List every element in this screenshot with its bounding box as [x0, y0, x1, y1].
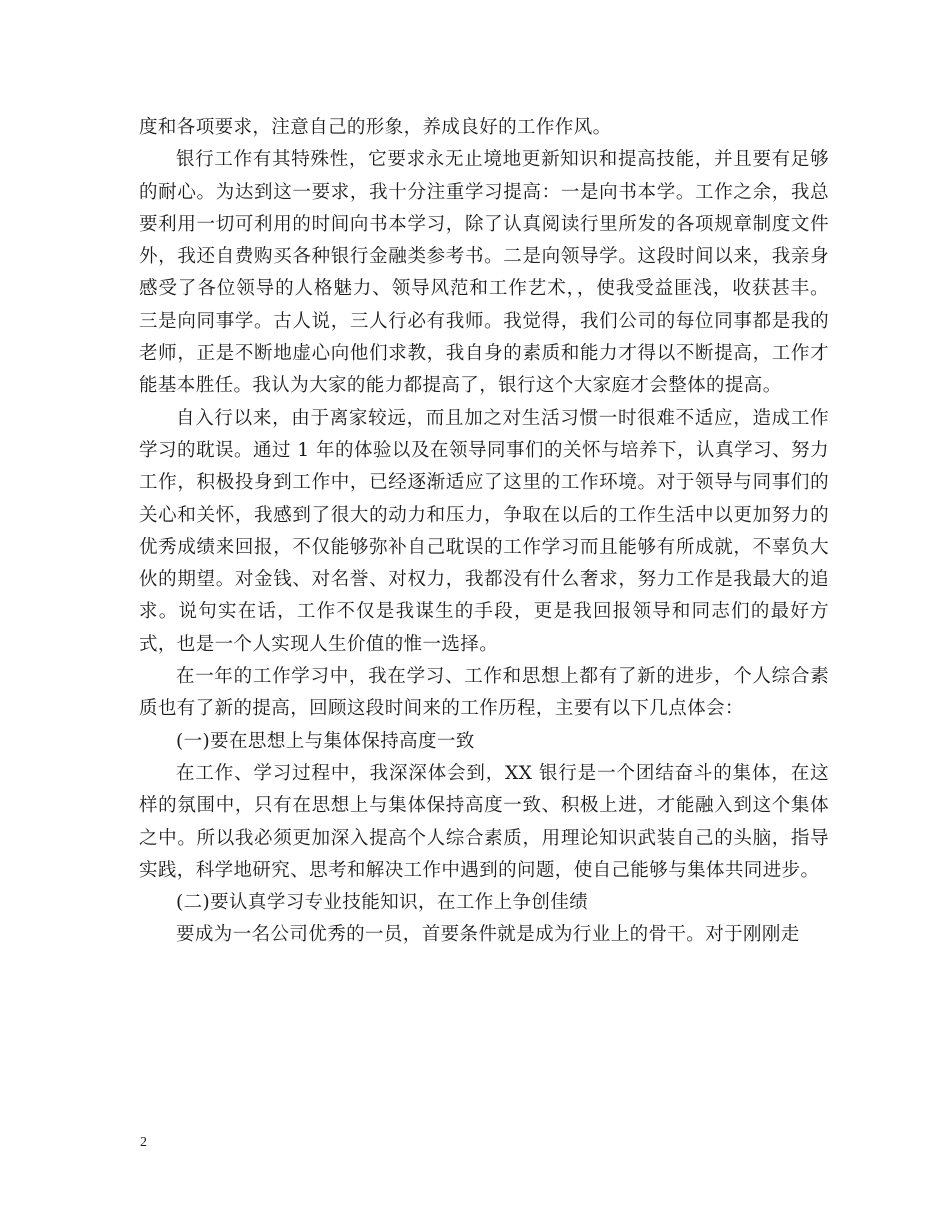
paragraph-professional-skills: 要成为一名公司优秀的一员，首要条件就是成为行业上的骨干。对于刚刚走 — [176, 924, 800, 946]
paragraph-experience-summary: 在一年的工作学习中，我在学习、工作和思想上都有了新的进步，个人综合素质也有了新的提高，回顾这段时间来的工作历程，主要有以下几点体会： — [139, 666, 829, 720]
paragraph-adaptation: 自入行以来，由于离家较远，而且加之对生活习惯一时很难不适应，造成工作学习的耽误。通过 1 年的体验以及在领导同事们的关怀与培养下，认真学习、努力工作，积极投身到工作中，已经逐渐适应了这里的工作环境。对于领导与同事们的关心和关怀，我感到了很大的动力和压力，争取在以后的工作生活中以更加努力的优秀成绩来回报，不仅能够弥补自己耽误的工作学习而且能够有所成就，不辜负大伙的期望。对金钱、对名誉、对权力，我都没有什么奢求，努力工作是我最大的追求。说句实在话，工作不仅是我谋生的手段，更是我回报领导和同志们的最好方式，也是一个人实现人生价值的惟一选择。 — [139, 407, 829, 655]
section-heading-1: (一)要在思想上与集体保持高度一致 — [176, 730, 475, 752]
body-text — [139, 112, 829, 952]
paragraph-collective: 在工作、学习过程中，我深深体会到，XX 银行是一个团结奋斗的集体，在这样的氛围中，只有在思想上与集体保持高度一致、积极上进，才能融入到这个集体之中。所以我必须更加深入提高个人综合素质，用理论知识武装自己的头脑，指导实践，科学地研究、思考和解决工作中遇到的问题，使自己能够与集体共同进步。 — [139, 762, 829, 881]
page-number: 2 — [140, 1135, 147, 1150]
section-heading-2: (二)要认真学习专业技能知识，在工作上争创佳绩 — [176, 892, 589, 914]
paragraph-continuation: 度和各项要求，注意自己的形象，养成良好的工作作风。 — [139, 117, 612, 138]
paragraph-bank-learning: 银行工作有其特殊性，它要求永无止境地更新知识和提高技能，并且要有足够的耐心。为达到这一要求，我十分注重学习提高：一是向书本学。工作之余，我总要利用一切可利用的时间向书本学习，除了认真阅读行里所发的各项规章制度文件外，我还自费购买各种银行金融类参考书。二是向领导学。这段时间以来，我亲身感受了各位领导的人格魅力、领导风范和工作艺术，，使我受益匪浅，收获甚丰。三是向同事学。古人说，三人行必有我师。我觉得，我们公司的每位同事都是我的老师，正是不断地虚心向他们求教，我自身的素质和能力才得以不断提高，工作才能基本胜任。我认为大家的能力都提高了，银行这个大家庭才会整体的提高。 — [139, 149, 829, 397]
